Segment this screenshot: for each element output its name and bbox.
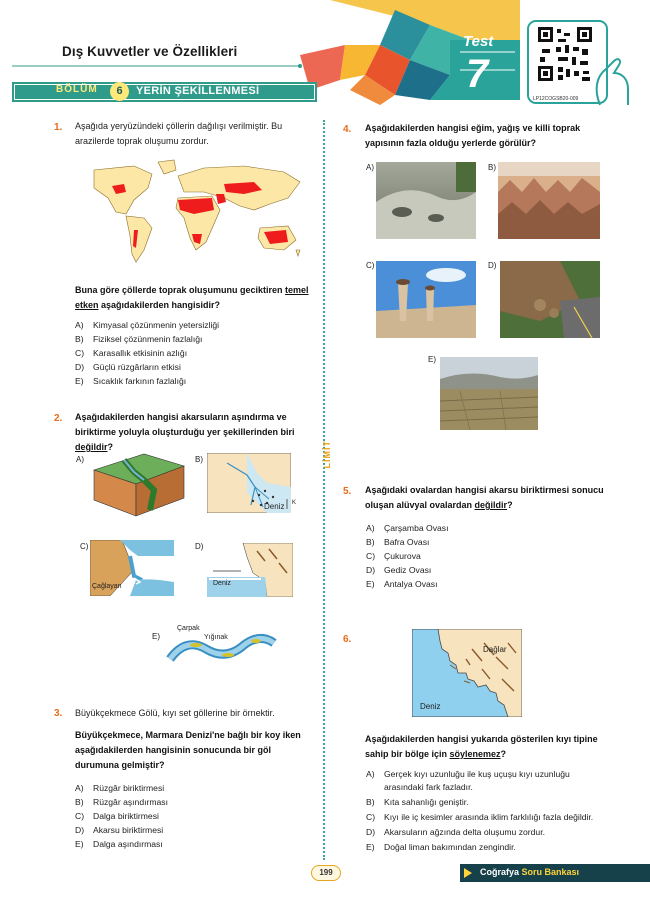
- q2-number: 2.: [54, 413, 63, 424]
- q1-option-a[interactable]: A) Kimyasal çözünmenin yetersizliği: [75, 320, 220, 330]
- q1-option-e[interactable]: E) Sıcaklık farkının fazlalığı: [75, 376, 187, 386]
- q6-map-daglar: Dağlar: [483, 645, 507, 654]
- q2-figure-a: [84, 450, 192, 518]
- q5-question: Aşağıdaki ovalardan hangisi akarsu biriktirmesi sonucu oluşan alüvyal ovalardan değildir?: [365, 485, 604, 510]
- q3-option-c[interactable]: C) Dalga biriktirmesi: [75, 811, 159, 821]
- q3-option-b[interactable]: B) Rüzgâr aşındırması: [75, 797, 168, 807]
- q2-figure-d: [207, 543, 293, 597]
- q2-fig-e-label: E): [152, 632, 160, 641]
- q1-number: 1.: [54, 122, 63, 133]
- test-number: 7: [466, 52, 489, 96]
- q6-option-d[interactable]: D) Akarsuların ağzında delta oluşumu zordur.: [366, 827, 545, 837]
- q3-options: [75, 783, 168, 853]
- q2-fig-d-label: D): [195, 542, 204, 551]
- qr-code-text: LP12COGSB20-009: [533, 96, 579, 102]
- q1-options: [75, 320, 219, 390]
- q3-option-d[interactable]: D) Akarsu biriktirmesi: [75, 825, 164, 835]
- test-label: Test: [463, 33, 494, 50]
- q2-fig-c-label: C): [80, 542, 89, 551]
- q4-photo-c-label: C): [366, 261, 375, 270]
- q6-map-deniz: Deniz: [420, 702, 441, 711]
- q4-photo-a-label: A): [366, 163, 374, 172]
- q6-option-e[interactable]: E) Doğal liman bakımından zengindir.: [366, 842, 516, 852]
- q2-fig-b-k: K: [292, 500, 297, 506]
- q5-option-e[interactable]: E) Antalya Ovası: [366, 579, 438, 589]
- q4-question: Aşağıdakilerden hangisi eğim, yağış ve killi toprak yapısının fazla olduğu yerlerde görülür?: [365, 123, 581, 148]
- section-number: 6: [110, 82, 129, 101]
- q4-photo-a: [376, 162, 476, 239]
- q1-intro: Aşağıda yeryüzündeki çöllerin dağılışı verilmiştir. Bu arazilerde toprak oluşumu zordur.: [75, 121, 283, 146]
- q1-question: Buna göre çöllerde toprak oluşumunu geciktiren temel etken aşağıdakilerden hangisidir?: [75, 285, 309, 310]
- column-divider: [323, 120, 325, 860]
- q6-option-c[interactable]: C) Kıyı ile iç kesimler arasında iklim farklılığı fazla değildir.: [366, 812, 594, 822]
- q2-fig-e-carpak: Çarpak: [177, 625, 200, 632]
- page-number: 199: [311, 865, 341, 881]
- q2-fig-e-yiginak: Yığınak: [204, 634, 228, 641]
- q1-option-c[interactable]: C) Karasallık etkisinin azlığı: [75, 348, 188, 358]
- qr-code-icon[interactable]: [538, 27, 592, 81]
- section-name: YERİN ŞEKİLLENMESİ: [136, 85, 260, 97]
- q4-photo-d-label: D): [488, 261, 497, 270]
- q3-number: 3.: [54, 708, 63, 719]
- section-label: BÖLÜM: [56, 84, 98, 95]
- q6-option-a[interactable]: A) Gerçek kıyı uzunluğu ile kuş uçuşu kıyı uzunluğu arasındaki fark fazladır.: [366, 769, 570, 792]
- q2-fig-b-label: B): [195, 455, 203, 464]
- q3-question: Büyükçekmece, Marmara Denizi'ne bağlı bir koy iken aşağıdakilerden hangisinin sonucunda bir göl durumuna gelmiştir?: [75, 730, 301, 770]
- hand-pointer-icon: [592, 55, 632, 110]
- q6-option-b[interactable]: B) Kıta sahanlığı geniştir.: [366, 797, 469, 807]
- footer-arrow-icon: [462, 866, 476, 880]
- q6-question: Aşağıdakilerden hangisi yukarıda gösterilen kıyı tipine sahip bir bölge için söylenemez?: [365, 734, 598, 759]
- q4-photo-b: [498, 162, 600, 239]
- q2-question: Aşağıdakilerden hangisi akarsuların aşındırma ve biriktirme yoluyla oluşturduğu yer şekillerinden biri değildir?: [75, 412, 295, 452]
- q5-option-a[interactable]: A) Çarşamba Ovası: [366, 523, 449, 533]
- q2-fig-c-caglayan: Çağlayan: [92, 583, 122, 590]
- q4-photo-b-label: B): [488, 163, 496, 172]
- q4-photo-e: [440, 357, 538, 430]
- page-title: Dış Kuvvetler ve Özellikleri: [62, 44, 238, 59]
- side-brand: LİMİT: [322, 440, 332, 469]
- q5-number: 5.: [343, 486, 352, 497]
- q3-option-e[interactable]: E) Dalga aşındırması: [75, 839, 163, 849]
- q5-option-b[interactable]: B) Bafra Ovası: [366, 537, 430, 547]
- world-desert-map: [74, 158, 312, 268]
- q2-fig-a-label: A): [76, 455, 84, 464]
- q1-option-d[interactable]: D) Güçlü rüzgârların etkisi: [75, 362, 181, 372]
- q6-options: [366, 768, 611, 856]
- q3-intro: Büyükçekmece Gölü, kıyı set göllerine bir örnektir.: [75, 708, 275, 718]
- q2-fig-b-deniz: Deniz: [264, 502, 285, 511]
- q3-option-a[interactable]: A) Rüzgâr biriktirmesi: [75, 783, 165, 793]
- footer-brand: Coğrafya Soru Bankası: [480, 867, 580, 877]
- q6-number: 6.: [343, 634, 352, 645]
- q5-option-c[interactable]: C) Çukurova: [366, 551, 421, 561]
- q5-options: [366, 523, 448, 593]
- q4-photo-d: [500, 261, 600, 338]
- q4-photo-e-label: E): [428, 355, 436, 364]
- q5-option-d[interactable]: D) Gediz Ovası: [366, 565, 432, 575]
- q2-fig-d-deniz: Deniz: [213, 580, 231, 587]
- q4-photo-c: [376, 261, 476, 338]
- q1-option-b[interactable]: B) Fiziksel çözünmenin fazlalığı: [75, 334, 203, 344]
- q4-number: 4.: [343, 124, 352, 135]
